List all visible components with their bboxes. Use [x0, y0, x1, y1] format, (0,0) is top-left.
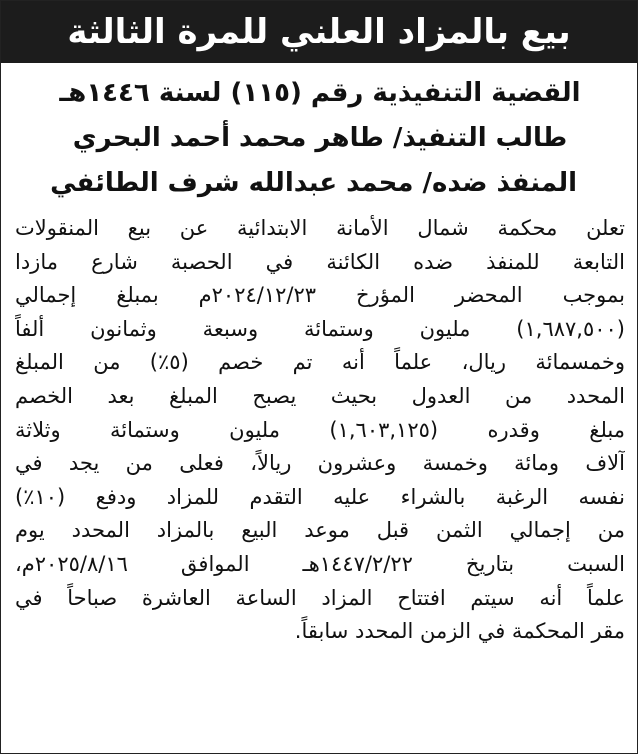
- body-line: التابعة للمنفذ ضده الكائنة في الحصبة شارع مازدا: [15, 249, 625, 274]
- body-line: مبلغ وقدره (١,٦٠٣,١٢٥) مليون وستمائة وثلاثة: [15, 417, 625, 442]
- defendant-line: المنفذ ضده/ محمد عبدالله شرف الطائفي: [50, 168, 577, 198]
- notice-title: بيع بالمزاد العلني للمرة الثالثة: [1, 1, 637, 63]
- body-line: نفسه الرغبة بالشراء عليه التقدم للمزاد ودفع (١٠٪): [15, 484, 625, 509]
- body-line: علماً أنه سيتم افتتاح المزاد الساعة العاشرة صباحاً في: [15, 585, 625, 610]
- body-line: (١,٦٨٧,٥٠٠) مليون وستمائة وسبعة وثمانون ألفاً: [15, 316, 625, 341]
- case-number-line: القضية التنفيذية رقم (١١٥) لسنة ١٤٤٦هـ: [59, 78, 581, 108]
- body-line: السبت بتاريخ ١٤٤٧/٢/٢٢هـ الموافق ٢٠٢٥/٨/١٦م،: [15, 551, 625, 576]
- body-line: المحدد من العدول بحيث يصبح المبلغ بعد الخصم: [15, 383, 625, 408]
- notice-content: [15, 71, 625, 747]
- body-line: آلاف ومائة وخمسة وعشرون ريالاً، فعلى من يجد في: [15, 451, 625, 476]
- body-line: تعلن محكمة شمال الأمانة الابتدائية عن بيع المنقولات: [15, 216, 625, 240]
- body-line: مقر المحكمة في الزمن المحدد سابقاً.: [294, 619, 625, 644]
- notice-body: [15, 212, 625, 649]
- body-line: بموجب المحضر المؤرخ ٢٠٢٤/١٢/٢٣م بمبلغ إجمالي: [15, 283, 625, 308]
- body-line: من إجمالي الثمن قبل موعد البيع بالمزاد المحدد يوم: [15, 518, 625, 543]
- body-line: وخمسمائة ريال، علماً أنه تم خصم (٥٪) من المبلغ: [15, 350, 625, 375]
- applicant-line: طالب التنفيذ/ طاهر محمد أحمد البحري: [72, 123, 568, 153]
